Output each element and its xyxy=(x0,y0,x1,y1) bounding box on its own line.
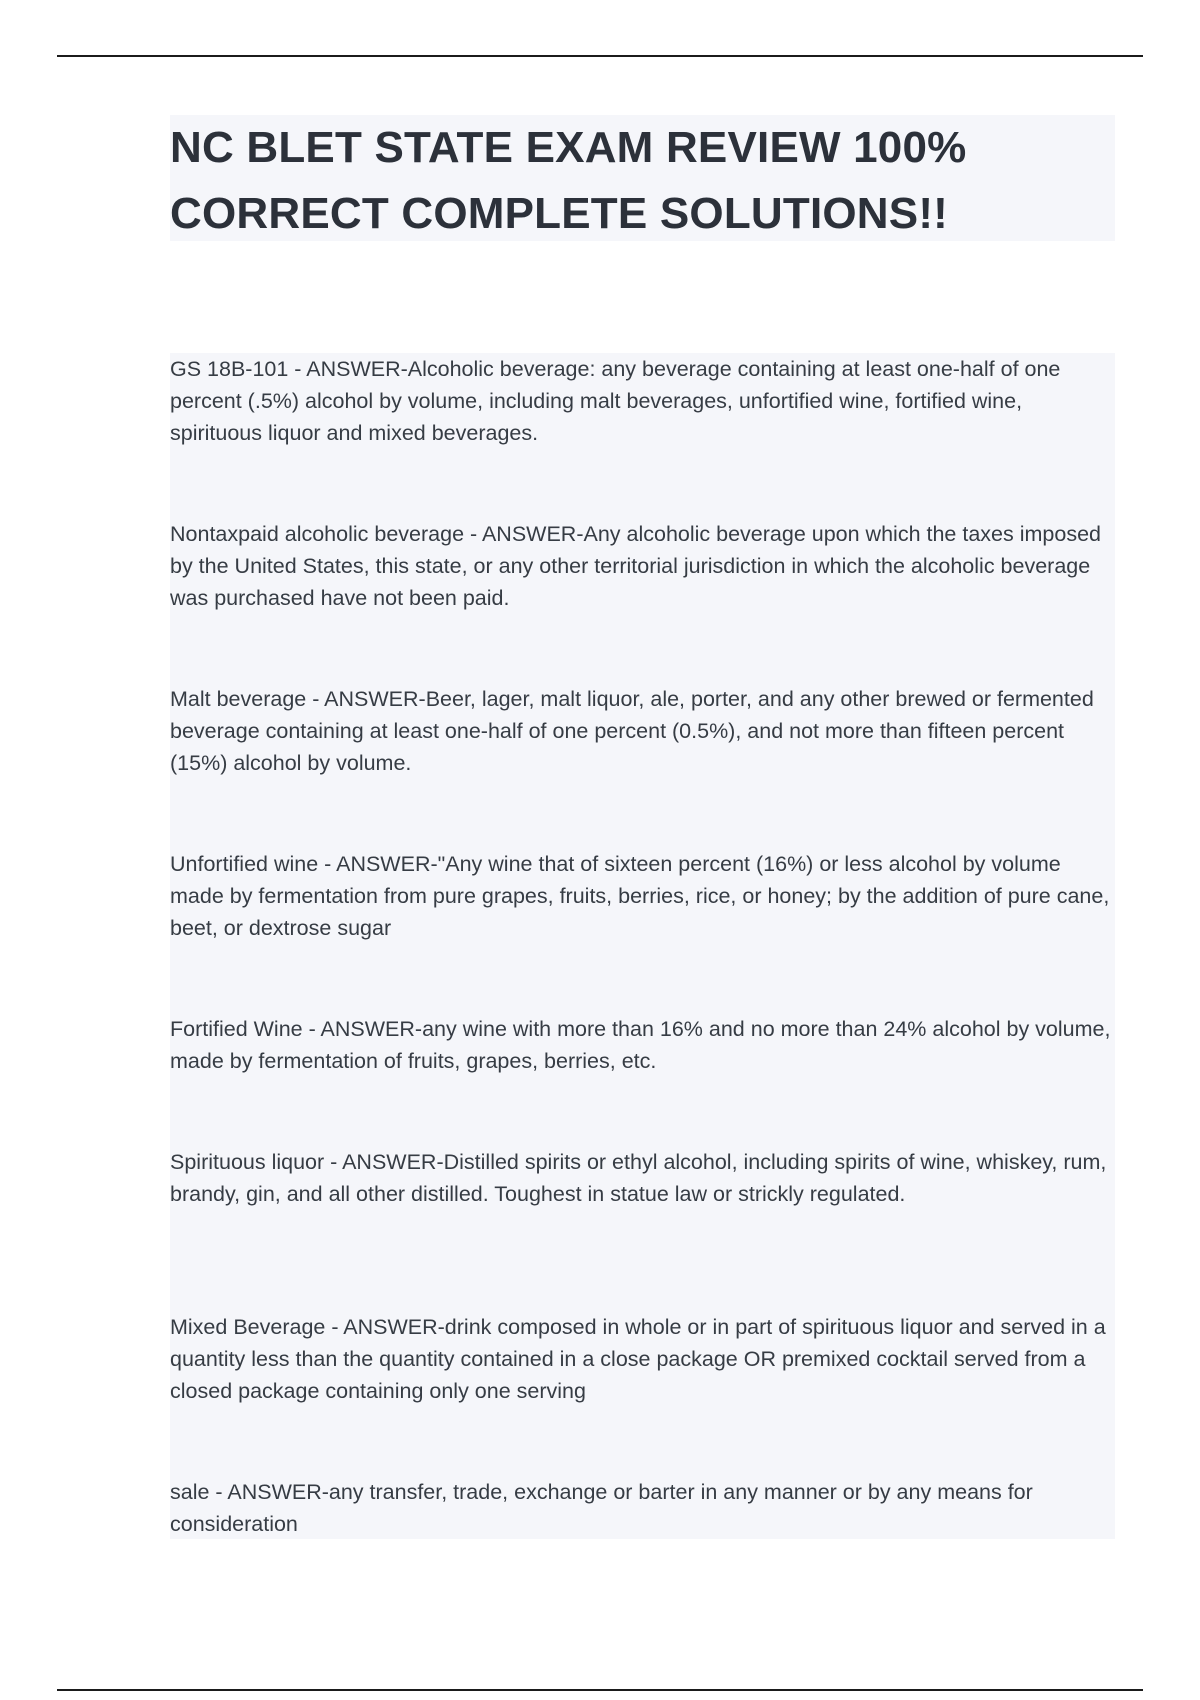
title-block xyxy=(170,115,1115,241)
top-divider xyxy=(57,55,1143,57)
qa-item-mixed-beverage: Mixed Beverage - ANSWER-drink composed in whole or in part of spirituous liquor and served in a quantity less than the quantity contained in a close package OR premixed cocktail served from a closed package containing only one serving xyxy=(170,1315,1106,1403)
qa-item-unfortified-wine: Unfortified wine - ANSWER-"Any wine that of sixteen percent (16%) or less alcohol by volume made by fermentation from pure grapes, fruits, berries, rice, or honey; by the addition of pure cane, beet, or dextrose sugar xyxy=(170,852,1110,940)
qa-item-malt-beverage: Malt beverage - ANSWER-Beer, lager, malt liquor, ale, porter, and any other brewed or fermented beverage containing at least one-half of one percent (0.5%), and not more than fifteen percent (15%) alcohol by volume. xyxy=(170,687,1094,775)
qa-item-spirituous-liquor: Spirituous liquor - ANSWER-Distilled spirits or ethyl alcohol, including spirits of wine, whiskey, rum, brandy, gin, and all other distilled. Toughest in statue law or strickly regulated. xyxy=(170,1150,1107,1206)
qa-list xyxy=(170,353,1115,1539)
page-title: NC BLET STATE EXAM REVIEW 100% CORRECT COMPLETE SOLUTIONS!! xyxy=(170,123,967,238)
qa-item-nontaxpaid-beverage: Nontaxpaid alcoholic beverage - ANSWER-Any alcoholic beverage upon which the taxes imposed by the United States, this state, or any other territorial jurisdiction in which the alcoholic beverage was purchased have not been paid. xyxy=(170,522,1101,610)
qa-item-gs-18b-101: GS 18B-101 - ANSWER-Alcoholic beverage: any beverage containing at least one-half of one percent (.5%) alcohol by volume, including malt beverages, unfortified wine, fortified wine, spirituous liquor and mixed beverages. xyxy=(170,357,1061,445)
qa-item-sale: sale - ANSWER-any transfer, trade, exchange or barter in any manner or by any means for consideration xyxy=(170,1480,1033,1536)
bottom-divider xyxy=(57,1689,1143,1691)
qa-item-fortified-wine: Fortified Wine - ANSWER-any wine with more than 16% and no more than 24% alcohol by volume, made by fermentation of fruits, grapes, berries, etc. xyxy=(170,1017,1111,1073)
